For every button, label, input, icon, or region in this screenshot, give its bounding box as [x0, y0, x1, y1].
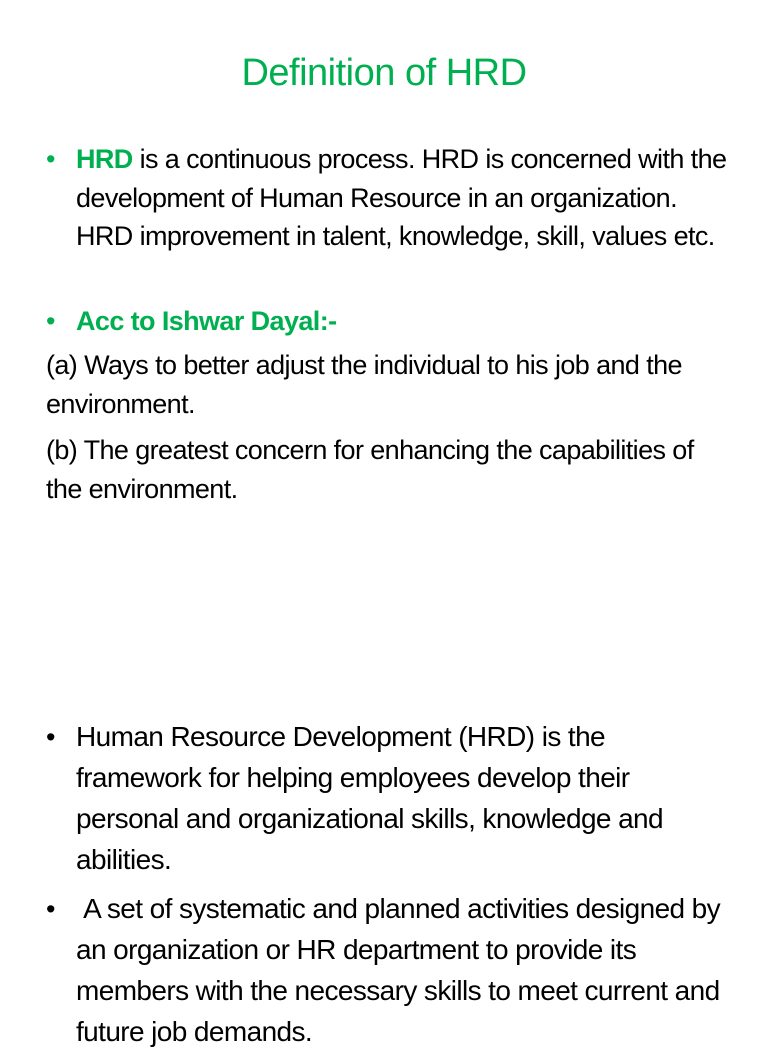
- slide-hrd-framework: [0, 700, 768, 1047]
- paragraph-a: (a) Ways to better adjust the individual to his job and the environment.: [46, 350, 682, 419]
- bullet-dot-icon: [46, 302, 76, 341]
- bullet-dot-icon: [46, 140, 76, 179]
- ishwar-dayal-heading: Acc to Ishwar Dayal:-: [76, 306, 337, 336]
- bullet-dot-icon: [46, 888, 76, 930]
- bullet-ishwar-dayal: [46, 302, 736, 341]
- paragraph-b: (b) The greatest concern for enhancing the capabilities of the environment.: [46, 435, 694, 504]
- bullet-hrd-definition: [46, 140, 736, 256]
- hrd-keyword: HRD: [76, 144, 133, 174]
- bullet-systematic-activities: [46, 888, 736, 1052]
- slide-title: Definition of HRD: [241, 52, 527, 94]
- hrd-definition-text: is a continuous process. HRD is concerned with the development of Human Resource in an organization. HRD improvement in talent, knowledge, skill, values etc.: [76, 144, 727, 251]
- bullet-text: Human Resource Development (HRD) is the framework for helping employees develop their personal and organizational skills, knowledge and abilities.: [76, 721, 663, 875]
- bullet-text: A set of systematic and planned activities designed by an organization or HR department to provide its members with the necessary skills to meet current and future job demands.: [76, 893, 721, 1047]
- bullet-hrd-framework: [46, 716, 736, 880]
- bullet-dot-icon: [46, 716, 76, 758]
- bullet-text: [76, 140, 736, 256]
